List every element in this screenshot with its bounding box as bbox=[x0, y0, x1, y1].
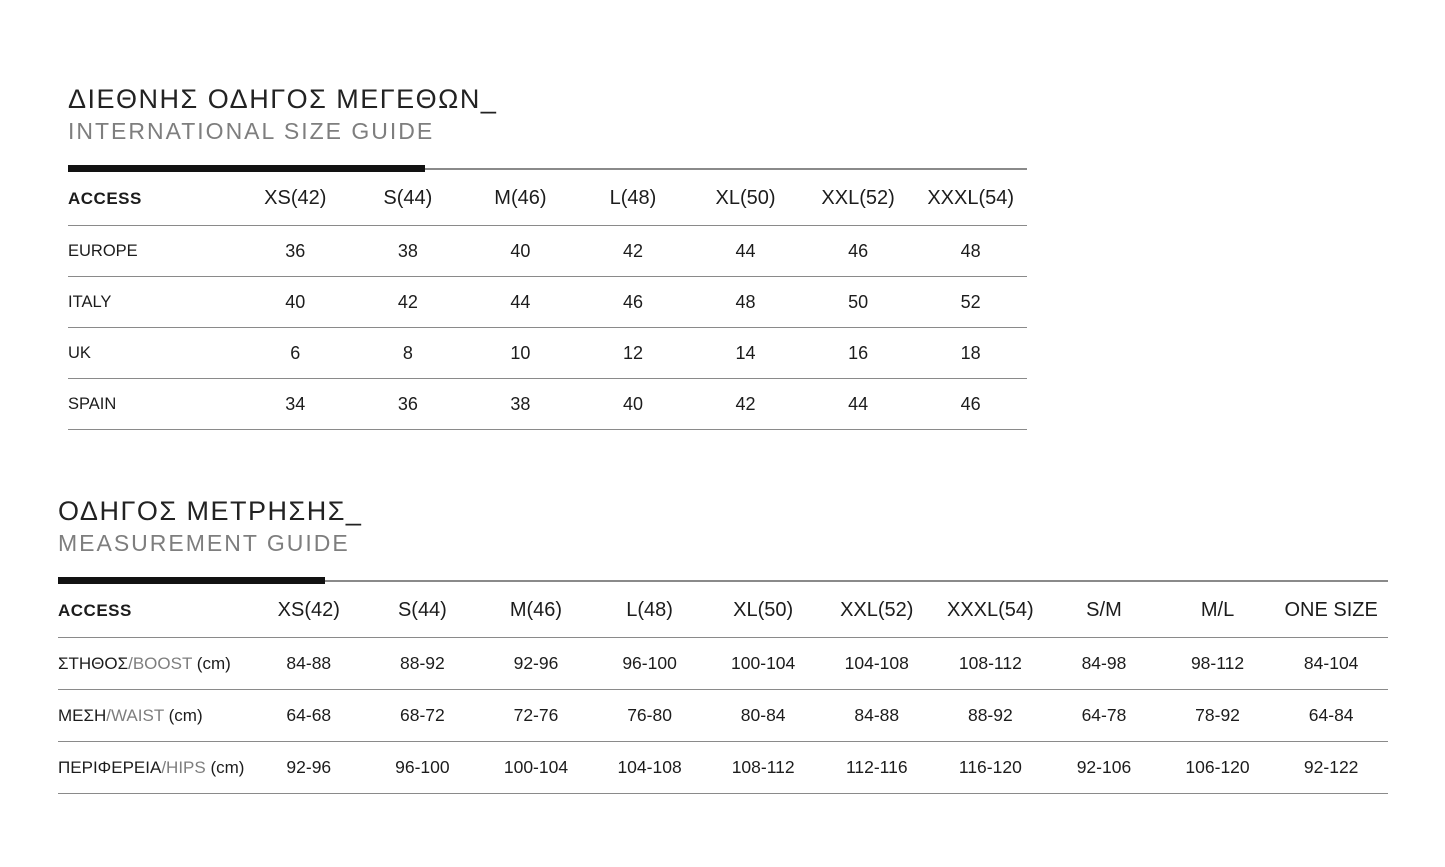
size-value-cell: 64-78 bbox=[1047, 690, 1161, 742]
size-value-cell: 92-106 bbox=[1047, 742, 1161, 794]
size-value-cell: 72-76 bbox=[479, 690, 593, 742]
row-label bbox=[58, 638, 252, 690]
size-column-header: M/L bbox=[1161, 584, 1275, 638]
row-label-greek: ΠΕΡΙΦΕΡΕΙΑ bbox=[58, 757, 162, 777]
section-title-english: MEASUREMENT GUIDE bbox=[58, 530, 350, 557]
row-label: ITALY bbox=[68, 277, 239, 328]
section-divider bbox=[58, 577, 1388, 584]
size-value-cell: 64-68 bbox=[252, 690, 366, 742]
size-value-cell: 68-72 bbox=[366, 690, 480, 742]
size-value-cell: 44 bbox=[802, 379, 915, 430]
row-label-english: /WAIST bbox=[106, 705, 164, 725]
size-column-header: ONE SIZE bbox=[1274, 584, 1388, 638]
size-value-cell: 48 bbox=[689, 277, 802, 328]
size-value-cell: 96-100 bbox=[366, 742, 480, 794]
size-value-cell: 44 bbox=[464, 277, 577, 328]
size-value-cell: 100-104 bbox=[479, 742, 593, 794]
size-column-header: XXXL(54) bbox=[914, 172, 1027, 226]
size-value-cell: 88-92 bbox=[934, 690, 1048, 742]
size-value-cell: 104-108 bbox=[820, 638, 934, 690]
size-column-header: L(48) bbox=[593, 584, 707, 638]
size-value-cell: 76-80 bbox=[593, 690, 707, 742]
table-row bbox=[68, 328, 1027, 379]
size-value-cell: 14 bbox=[689, 328, 802, 379]
size-column-header: XL(50) bbox=[706, 584, 820, 638]
size-value-cell: 8 bbox=[352, 328, 465, 379]
size-value-cell: 84-104 bbox=[1274, 638, 1388, 690]
size-value-cell: 40 bbox=[239, 277, 352, 328]
size-table-header-row bbox=[58, 584, 1388, 638]
size-value-cell: 18 bbox=[914, 328, 1027, 379]
measurement-table bbox=[58, 584, 1388, 794]
section-title-greek: ΔΙΕΘΝΗΣ ΟΔΗΓΟΣ ΜΕΓΕΘΩΝ_ bbox=[68, 84, 498, 114]
size-value-cell: 42 bbox=[577, 226, 690, 277]
row-label: UK bbox=[68, 328, 239, 379]
size-column-header: XS(42) bbox=[252, 584, 366, 638]
size-column-header: XXXL(54) bbox=[934, 584, 1048, 638]
size-value-cell: 84-88 bbox=[252, 638, 366, 690]
size-column-header: XS(42) bbox=[239, 172, 352, 226]
size-column-header: XL(50) bbox=[689, 172, 802, 226]
row-label-greek: ΣΤΗΘΟΣ bbox=[58, 653, 129, 673]
size-value-cell: 92-96 bbox=[252, 742, 366, 794]
size-value-cell: 38 bbox=[464, 379, 577, 430]
table-row bbox=[58, 690, 1388, 742]
international-size-table bbox=[68, 172, 1027, 430]
size-column-header: M(46) bbox=[479, 584, 593, 638]
size-value-cell: 10 bbox=[464, 328, 577, 379]
size-value-cell: 36 bbox=[352, 379, 465, 430]
size-value-cell: 40 bbox=[577, 379, 690, 430]
size-value-cell: 38 bbox=[352, 226, 465, 277]
size-value-cell: 44 bbox=[689, 226, 802, 277]
size-value-cell: 116-120 bbox=[934, 742, 1048, 794]
size-value-cell: 64-84 bbox=[1274, 690, 1388, 742]
row-label bbox=[58, 690, 252, 742]
size-value-cell: 96-100 bbox=[593, 638, 707, 690]
divider-accent-bar bbox=[68, 165, 425, 172]
size-value-cell: 84-88 bbox=[820, 690, 934, 742]
row-label-english: /BOOST bbox=[128, 653, 193, 673]
table-row bbox=[58, 742, 1388, 794]
table-row bbox=[68, 379, 1027, 430]
size-value-cell: 88-92 bbox=[366, 638, 480, 690]
size-table-header-row bbox=[68, 172, 1027, 226]
row-label-unit: (cm) bbox=[192, 653, 231, 673]
size-column-header: XXL(52) bbox=[802, 172, 915, 226]
size-column-header: M(46) bbox=[464, 172, 577, 226]
international-size-guide-section bbox=[68, 84, 1027, 430]
row-label: SPAIN bbox=[68, 379, 239, 430]
row-label: EUROPE bbox=[68, 226, 239, 277]
size-value-cell: 42 bbox=[689, 379, 802, 430]
size-value-cell: 98-112 bbox=[1161, 638, 1275, 690]
size-column-header: S(44) bbox=[366, 584, 480, 638]
size-value-cell: 100-104 bbox=[706, 638, 820, 690]
size-value-cell: 6 bbox=[239, 328, 352, 379]
size-value-cell: 84-98 bbox=[1047, 638, 1161, 690]
size-value-cell: 92-122 bbox=[1274, 742, 1388, 794]
section-title-greek: ΟΔΗΓΟΣ ΜΕΤΡΗΣΗΣ_ bbox=[58, 496, 363, 526]
size-value-cell: 16 bbox=[802, 328, 915, 379]
size-column-header: S/M bbox=[1047, 584, 1161, 638]
table-row bbox=[68, 226, 1027, 277]
size-value-cell: 34 bbox=[239, 379, 352, 430]
size-value-cell: 42 bbox=[352, 277, 465, 328]
size-value-cell: 46 bbox=[914, 379, 1027, 430]
size-value-cell: 12 bbox=[577, 328, 690, 379]
size-column-header: XXL(52) bbox=[820, 584, 934, 638]
brand-label: ACCESS bbox=[68, 172, 239, 226]
row-label-greek: ΜΕΣΗ bbox=[58, 705, 107, 725]
size-value-cell: 112-116 bbox=[820, 742, 934, 794]
row-label-unit: (cm) bbox=[205, 757, 245, 777]
size-value-cell: 106-120 bbox=[1161, 742, 1275, 794]
size-value-cell: 40 bbox=[464, 226, 577, 277]
size-value-cell: 104-108 bbox=[593, 742, 707, 794]
brand-label: ACCESS bbox=[58, 584, 252, 638]
table-row bbox=[68, 277, 1027, 328]
row-label-english: /HIPS bbox=[161, 757, 206, 777]
section-divider bbox=[68, 165, 1027, 172]
size-value-cell: 92-96 bbox=[479, 638, 593, 690]
size-value-cell: 78-92 bbox=[1161, 690, 1275, 742]
section-title-english: INTERNATIONAL SIZE GUIDE bbox=[68, 118, 435, 145]
size-value-cell: 52 bbox=[914, 277, 1027, 328]
row-label-unit: (cm) bbox=[163, 705, 203, 725]
size-value-cell: 80-84 bbox=[706, 690, 820, 742]
table-row bbox=[58, 638, 1388, 690]
size-column-header: L(48) bbox=[577, 172, 690, 226]
divider-accent-bar bbox=[58, 577, 325, 584]
size-value-cell: 108-112 bbox=[934, 638, 1048, 690]
size-value-cell: 48 bbox=[914, 226, 1027, 277]
size-value-cell: 36 bbox=[239, 226, 352, 277]
size-value-cell: 108-112 bbox=[706, 742, 820, 794]
measurement-guide-section bbox=[58, 496, 1388, 794]
size-value-cell: 46 bbox=[802, 226, 915, 277]
size-value-cell: 50 bbox=[802, 277, 915, 328]
row-label bbox=[58, 742, 252, 794]
size-value-cell: 46 bbox=[577, 277, 690, 328]
size-column-header: S(44) bbox=[352, 172, 465, 226]
